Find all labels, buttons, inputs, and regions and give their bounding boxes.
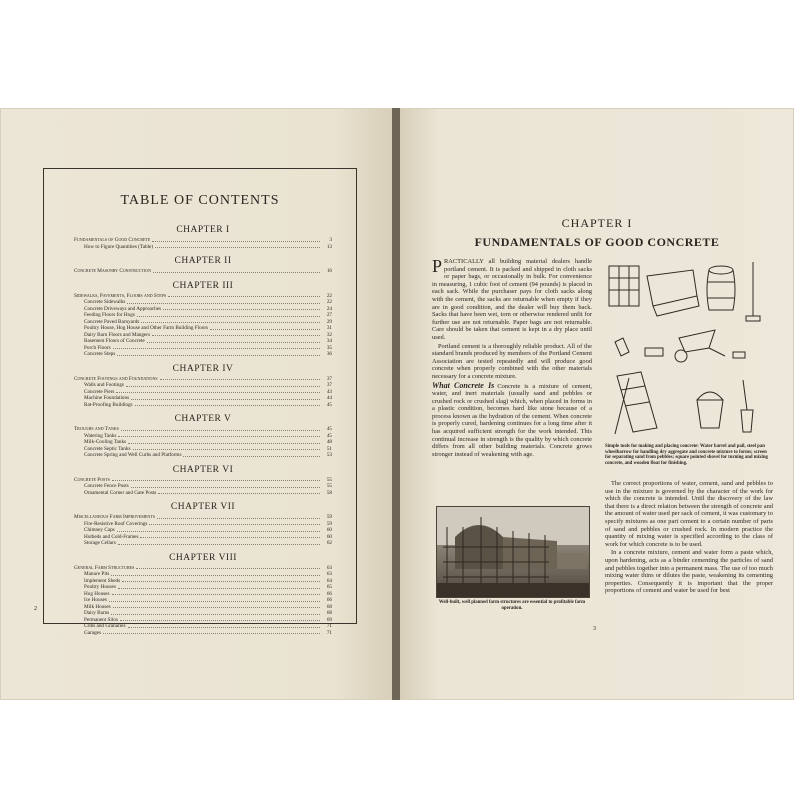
toc-chapter-heading: CHAPTER VII [170,502,236,512]
toc-entry-title: Cribs and Granaries [84,623,126,629]
toc-entry-title: Hog Houses [84,590,110,597]
toc-entry [74,630,332,637]
toc-entry [74,490,332,497]
toc-entry-page: 3 [329,237,332,243]
toc-entry-page: 71 [326,629,332,636]
toc-chapter-heading: CHAPTER VIII [169,552,237,563]
toc-entry-page: 59 [326,514,332,520]
toc-leader-dots [111,571,320,576]
toc-entry-page: 55 [326,483,332,489]
toc-entry-title: Manure Pits [84,571,110,577]
toc-entry-page: 66 [326,590,332,597]
toc-entry-page: 32 [326,331,332,338]
paragraph-1 [432,258,592,342]
toc-leader-dots [147,338,320,343]
toc-leader-dots [122,578,320,583]
paragraph-1-text: RACTICALLY all building material dealers handle portland cement. It is packed and shipped in cloth sacks or paper bags, or occasionally in bulk. For convenience in measuring, 1 cubic foot of cement (94 pounds) is placed in each sack. While the purchaser pays for cloth sacks along with the cement, the sacks are returnable when empty if they are in good condition, and the dealer will buy them back. Sacks that have been wet, torn or otherwise rendered unfit for further use are not returnable. Paper bags are not returnable. Care should be taken that cement is kept in a dry place until used. [432,258,592,341]
toc-title: TABLE OF CONTENTS [120,193,280,208]
toc-leader-dots [210,325,320,330]
toc-leader-dots [157,514,320,519]
toc-leader-dots [153,268,320,273]
toc-leader-dots [183,452,320,457]
toc-entry-title: Concrete Spring and Well Curbs and Platforms [84,452,182,458]
table-of-contents [43,168,357,636]
toc-leader-dots [155,244,320,249]
toc-entry-title: Chimney Caps [84,527,115,533]
toc-entry-title: Permanent Silos [84,616,118,623]
paragraph-3-text: Concrete is a mixture of cement, water, and inert materials (usually sand and pebbles or crushed rock or crushed slag) which, when placed in forms in a plastic condition, becomes hard like stone because of a process known as the hydration of the cement. When concrete is properly cured, hardening continues for a long time after it has acquired sufficient strength for the work intended. This continual increase in strength is the quality by which concrete differs from all other building materials. Concrete grows stronger instead of weakening with age. [432,382,592,458]
toc-leader-dots [158,490,320,495]
toc-leader-dots [137,312,320,317]
toc-leader-dots [135,402,320,407]
toc-entry-page: 37 [326,382,332,388]
book-gutter [392,108,400,700]
water-pail-icon [697,392,723,428]
toc-leader-dots [140,534,320,539]
toc-entry [74,351,332,358]
toc-leader-dots [117,351,320,356]
toc-entry-title: Concrete Paved Barnyards [84,318,140,325]
toc-entry-page: 22 [326,292,332,299]
toc-leader-dots [120,617,320,622]
toc-entry-page: 58 [326,489,332,496]
toc-leader-dots [152,332,320,337]
toc-entry [74,268,332,275]
shovel-icon [741,380,753,432]
toc-entry-page: 27 [326,312,332,318]
toc-entry-title: Dairy Barn Floors and Mangers [84,331,150,338]
drop-cap: P [432,256,443,276]
toc-leader-dots [163,306,320,311]
toc-entry-page: 68 [326,610,332,616]
toc-leader-dots [136,565,320,570]
toc-leader-dots [113,604,320,609]
toc-entry-title: Implement Sheds [84,577,121,584]
toc-entry-page: 63 [326,564,332,571]
paragraph-4: The correct proportions of water, cement, sand and pebbles to use in the mixture is governed by the character of the work for which the concrete is intended. Until the discovery of the law that there is a direct relation between the strength of concrete and the amount of water used per sack of cement, it was customary to specify mixtures as one part cement to a certain number of parts of sand and pebbles or crushed rock. In modern practice the quantity of mixing water is specified according to the class of work for which concrete is to be used. [605,480,773,548]
toc-leader-dots [118,540,320,545]
toc-entry-title: Troughs and Tanks [74,426,119,432]
toc-entry-title: Concrete Driveways and Approaches [84,305,162,312]
toc-leader-dots [128,623,321,628]
toc-entry-title: Basement Floors of Concrete [84,338,145,344]
right-page [400,108,794,700]
farm-building-photo [436,506,590,598]
toc-entry-title: Porch Floors [84,344,111,351]
toc-entry-page: 71 [326,623,332,629]
toc-entry-page: 36 [326,351,332,357]
toc-entry-page: 45 [326,401,332,408]
toc-entry-title: Milk-Cooling Tanks [84,439,127,445]
toc-entry-title: Concrete Masonry Construction [74,268,152,274]
paragraph-3 [432,382,592,459]
toc-entry-page: 53 [326,452,332,458]
toc-entry-page: 16 [326,268,332,274]
toc-entry-title: Fire-Resistive Roof Coverings [84,520,148,527]
toc-entry-page: 37 [326,375,332,382]
toc-leader-dots [168,293,320,298]
toc-entry-page: 29 [326,318,332,325]
toc-entry-page: 60 [326,527,332,533]
toc-leader-dots [131,483,320,488]
toc-leader-dots [111,610,320,615]
toc-leader-dots [112,477,320,482]
toc-leader-dots [133,446,320,451]
toc-entry-page: 62 [326,540,332,546]
toc-entry-page: 48 [326,439,332,445]
toc-entry-page: 22 [326,299,332,305]
toc-entry-title: Ice Houses [84,597,107,603]
toc-entry-page: 55 [326,476,332,483]
toc-leader-dots [128,439,320,444]
toc-chapter-heading: CHAPTER I [176,225,230,235]
toc-entry-page: 44 [326,395,332,401]
toc-leader-dots [116,389,320,394]
chapter-label: CHAPTER I [561,216,633,230]
toc-leader-dots [109,597,320,602]
book-spread [0,108,794,700]
toc-entry-title: Garages [84,629,101,636]
toc-entry-title: Concrete Septic Tanks [84,445,131,452]
toc-entry [74,540,332,547]
text-column-right [605,480,773,596]
toc-entry-page: 64 [326,577,332,584]
trowel-icon [733,352,745,358]
toc-entry-page: 68 [326,603,332,610]
toc-entry-title: Watering Tanks [84,432,117,439]
toc-entry-page: 45 [326,426,332,432]
toc-entry-title: Concrete Footings and Foundations [74,375,158,382]
toc-body [74,219,332,636]
toc-entry-title: Concrete Posts [74,476,110,483]
toc-entry-page: 65 [326,584,332,590]
toc-entry [74,244,332,251]
tools-caption: Simple tools for making and placing concrete: Water barrel and pail, steel pan wheelbarrow for handling dry aggregate and concrete mixture to forms; screen for separating sand from pebbles; square pointed shovel for turning and mixing concrete, and wooden float for finishing. [605,444,768,466]
toc-leader-dots [112,591,320,596]
toc-entry-title: Miscellaneous Farm Improvements [74,514,155,520]
chapter-title: FUNDAMENTALS OF GOOD CONCRETE [474,235,720,249]
toc-entry-title: Rat-Proofing Buildings [84,401,133,408]
toc-leader-dots [127,299,320,304]
toc-chapter-heading: CHAPTER V [174,414,232,424]
barn-illustration [437,507,589,597]
toc-entry-page: 31 [326,325,332,331]
toc-leader-dots [149,521,320,526]
left-page-number: 2 [34,606,37,612]
photo-caption: Well-built, well planned farm structures are essential to profitable farm operation. [438,600,586,611]
toc-leader-dots [126,382,320,387]
toc-entry-title: General Farm Structures [74,564,135,571]
paragraph-2: Portland cement is a thoroughly reliable product. All of the standard brands produced by members of the Portland Cement Association are tested repeatedly and will produce good concrete when properly combined with the other materials necessary for a concrete mixture. [432,342,592,380]
toc-leader-dots [117,527,320,532]
left-page [0,108,392,700]
toc-chapter-heading: CHAPTER VI [172,464,234,475]
toc-entry [74,452,332,459]
toc-entry-title: Milk Houses [84,603,111,610]
toc-entry [74,402,332,409]
toc-entry-page: 34 [326,338,332,344]
float-icon [645,348,663,356]
toc-entry-page: 69 [326,616,332,623]
toc-entry-title: Walls and Footings [84,382,124,388]
toc-leader-dots [103,630,320,635]
toc-entry-page: 60 [326,533,332,540]
toc-leader-dots [141,319,320,324]
toc-entry-title: Poultry Houses [84,584,116,590]
toc-entry-title: Storage Cellars [84,540,116,546]
toc-leader-dots [118,433,320,438]
toc-entry-title: Sidewalks, Pavements, Floors and Steps [74,292,167,299]
toc-entry-page: 66 [326,597,332,603]
wheelbarrow-icon [675,330,725,362]
toc-entry-title: Feeding Floors for Hogs [84,312,135,318]
toc-entry-title: How to Figure Quantities (Table) [84,243,154,250]
toc-entry-page: 59 [326,520,332,527]
toc-entry-page: 63 [326,571,332,577]
side-heading: What Concrete Is [432,380,495,390]
toc-entry-page: 43 [326,388,332,395]
toc-entry-title: Machine Foundations [84,395,130,401]
water-barrel-icon [707,266,735,310]
toc-entry-title: Hotbeds and Cold-Frames [84,533,139,540]
toc-entry-title: Concrete Fence Posts [84,483,129,489]
toc-leader-dots [121,426,320,431]
screen-icon [609,266,639,306]
sand-screen-icon [615,372,657,434]
toc-entry-page: 35 [326,344,332,351]
toc-leader-dots [118,584,320,589]
toc-chapter-heading: CHAPTER II [174,256,232,266]
toc-entry-title: Dairy Barns [84,610,110,616]
toc-entry-title: Fundamentals of Good Concrete [74,237,151,243]
toc-entry-title: Ornamental Corner and Gate Posts [84,489,157,496]
right-page-number: 3 [593,626,596,632]
toc-leader-dots [131,395,320,400]
toc-entry-title: Concrete Piers [84,388,115,395]
toc-entry-page: 13 [326,243,332,250]
tools-illustration [605,260,773,440]
tamper-icon [746,262,760,321]
toc-entry-title: Poultry House, Hog House and Other Farm Building Floors [84,325,209,331]
toc-chapter-heading: CHAPTER III [172,280,234,291]
toc-entry-title: Concrete Steps [84,351,116,357]
toc-leader-dots [152,237,320,242]
toc-entry-page: 45 [326,432,332,439]
toc-entry-page: 51 [326,445,332,452]
toc-chapter-heading: CHAPTER IV [172,363,234,374]
toc-leader-dots [113,345,320,350]
small-tool-icon [615,338,629,356]
paragraph-5: In a concrete mixture, cement and water form a paste which, upon hardening, acts as a binder cementing the particles of sand and pebbles together into a permanent mass. The use of too much mixing water thins or dilutes the paste, weakening its cementing properties. Consequently it is important that the proper proportions of cement and water be used for best [605,549,773,595]
mixing-box-icon [647,270,699,316]
text-column-left [432,258,592,459]
toc-entry-title: Concrete Sidewalks [84,299,126,305]
toc-leader-dots [160,376,320,381]
toc-entry-page: 24 [326,305,332,312]
